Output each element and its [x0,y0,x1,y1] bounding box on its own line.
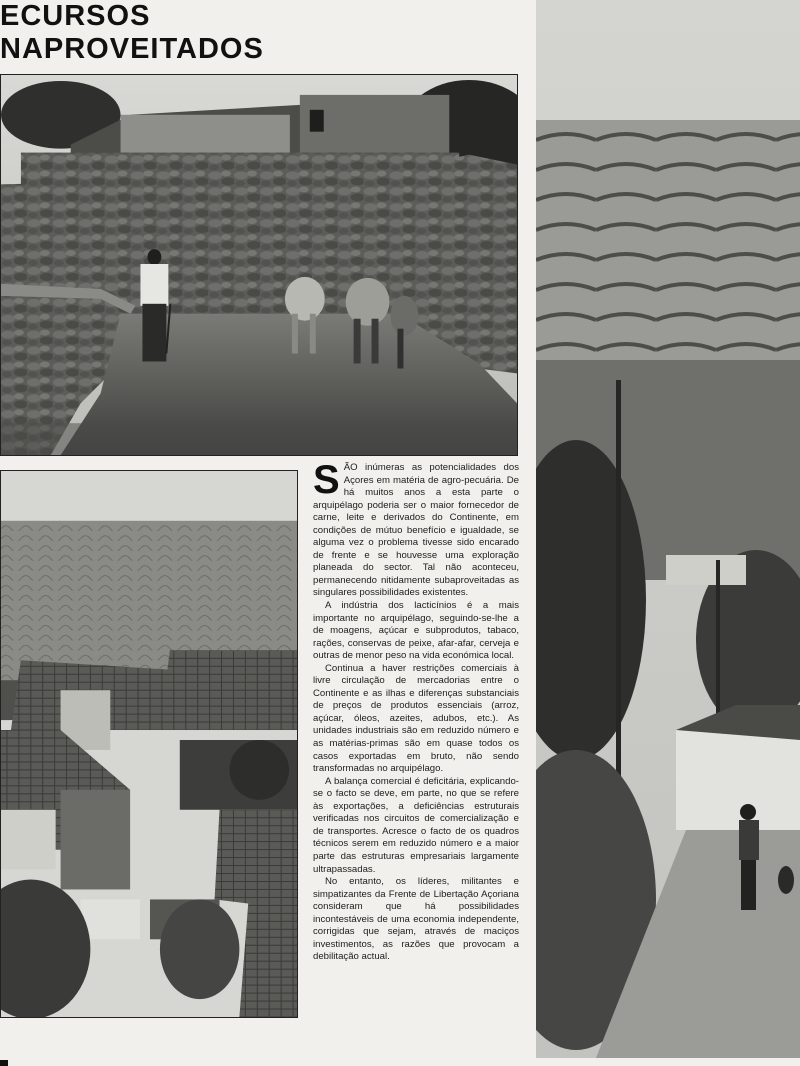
article-paragraph-5: No entanto, os líderes, militantes e simpatizantes da Frente de Libertação Açoriana consideram que há possibilidades incontestáveis de uma economia independente, corrigidas que sejam, através de maciços investimentos, as razões que provocam a debilitação actual. [313,876,519,963]
village-photo-illustration [1,471,297,1017]
drop-cap: S [313,458,340,502]
photo-stone-wall-road [0,74,518,456]
corner-print-mark [0,1060,8,1066]
article-paragraph-3: Continua a haver restrições comerciais à livre circulação de mercadorias entre o Continente e as ilhas e diferenças substanciais de preços de produtos essenciais (arroz, açúcar, óleos, azeites, adubos, etc.). As unidades industriais são em reduzido número e as matérias-primas são em quase todos os casos exportadas em bruto, não sendo transformadas no arquipélago. [313,662,519,775]
article-body [313,458,519,964]
paragraph-1-text: ÃO inúmeras as potencialidades dos Açores em matéria de agro-pecuária. De há muitos anos a esta parte o arquipélago poderia ser o maior fornecedor de carne, leite e derivados do Continente, em condições de mútuo benefício e igualdade, se alguma vez o problema tivesse sido encarado de frente e se houvesse uma exploração planeada do sector. Tal não aconteceu, permanecendo nitidamente subaproveitadas as singulares possibilidades existentes. [313,462,519,599]
photo-terraced-hillside [536,0,800,1058]
headline-line-1: ECURSOS [0,0,151,32]
road-photo-illustration [1,75,517,455]
article-paragraph-4: A balança comercial é deficitária, explicando-se o facto se deve, em parte, no que se refere às exportações, a deficiências estruturais verificadas nos circuitos de comercialização e de transportes. Acresce o facto de os quadros técnicos serem em reduzido número e a maior parte das estruturas empresariais largamente ultrapassadas. [313,775,519,875]
page-bottom-margin [0,1058,800,1066]
article-paragraph-1 [313,458,519,600]
hillside-photo-illustration [536,0,800,1058]
article-headline [0,0,300,66]
headline-line-2: NAPROVEITADOS [0,33,264,65]
article-paragraph-2: A indústria dos lacticínios é a mais importante no arquipélago, seguindo-se-lhe a de moagens, açúcar e subprodutos, tabaco, rações, conservas de peixe, afar-afar, cerveja e outras de menor peso na vida económica local. [313,600,519,662]
photo-village-rooftops [0,470,298,1018]
